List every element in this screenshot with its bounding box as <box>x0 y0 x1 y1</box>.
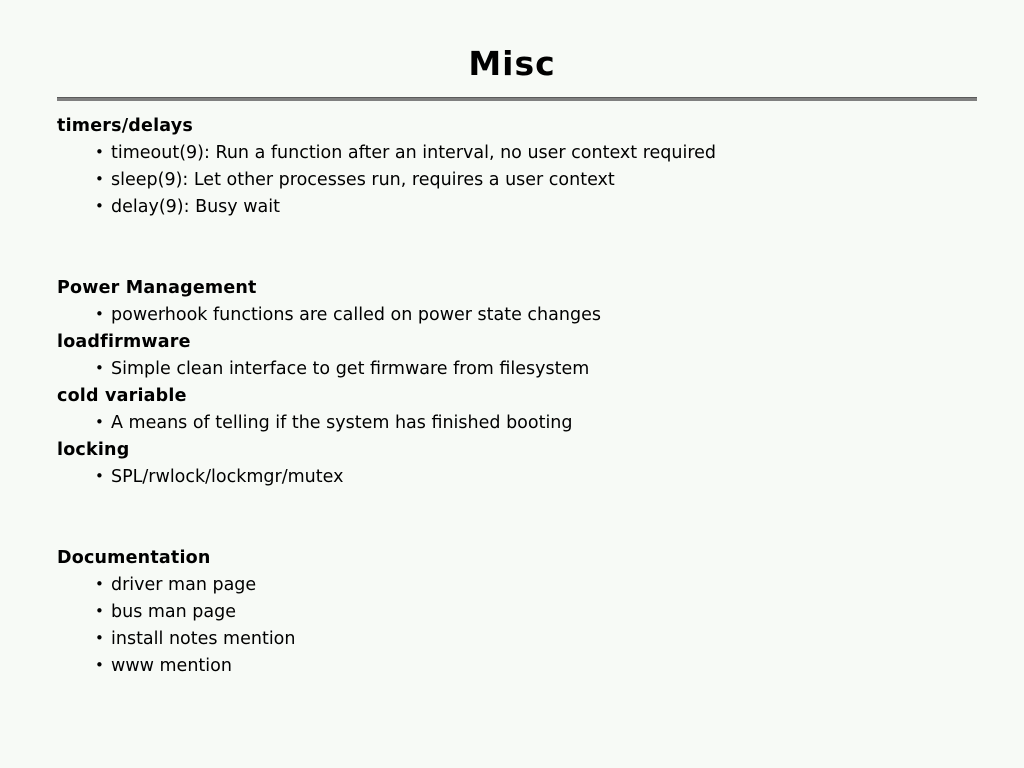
section-heading: Documentation <box>57 548 211 568</box>
list-item: • delay(9): Busy wait <box>95 194 984 221</box>
section-documentation <box>57 545 984 680</box>
section-heading: cold variable <box>57 386 187 406</box>
list-item: • A means of telling if the system has finished booting <box>95 410 984 437</box>
list-item: • powerhook functions are called on power state changes <box>95 302 984 329</box>
list-item: • bus man page <box>95 599 984 626</box>
bullet-list <box>57 140 984 221</box>
bullet-list <box>57 302 984 329</box>
section-spacer <box>57 491 984 518</box>
list-item: • install notes mention <box>95 626 984 653</box>
section-locking <box>57 437 984 491</box>
list-item: • sleep(9): Let other processes run, requires a user context <box>95 167 984 194</box>
page-title: Misc <box>468 44 556 83</box>
slide-content <box>0 101 1024 680</box>
bullet-list <box>57 464 984 491</box>
list-item: • timeout(9): Run a function after an interval, no user context required <box>95 140 984 167</box>
section-loadfirmware <box>57 329 984 383</box>
section-power-management <box>57 275 984 329</box>
bullet-list <box>57 356 984 383</box>
section-heading: locking <box>57 440 130 460</box>
list-item: • www mention <box>95 653 984 680</box>
section-heading: timers/delays <box>57 116 193 136</box>
section-spacer <box>57 518 984 545</box>
list-item: • SPL/rwlock/lockmgr/mutex <box>95 464 984 491</box>
bullet-list <box>57 410 984 437</box>
list-item: • driver man page <box>95 572 984 599</box>
section-heading: loadfirmware <box>57 332 191 352</box>
bullet-list <box>57 572 984 680</box>
section-heading: Power Management <box>57 278 257 298</box>
list-item: • Simple clean interface to get firmware from filesystem <box>95 356 984 383</box>
section-timers-delays <box>57 113 984 221</box>
section-cold-variable <box>57 383 984 437</box>
section-spacer <box>57 221 984 248</box>
section-spacer <box>57 248 984 275</box>
